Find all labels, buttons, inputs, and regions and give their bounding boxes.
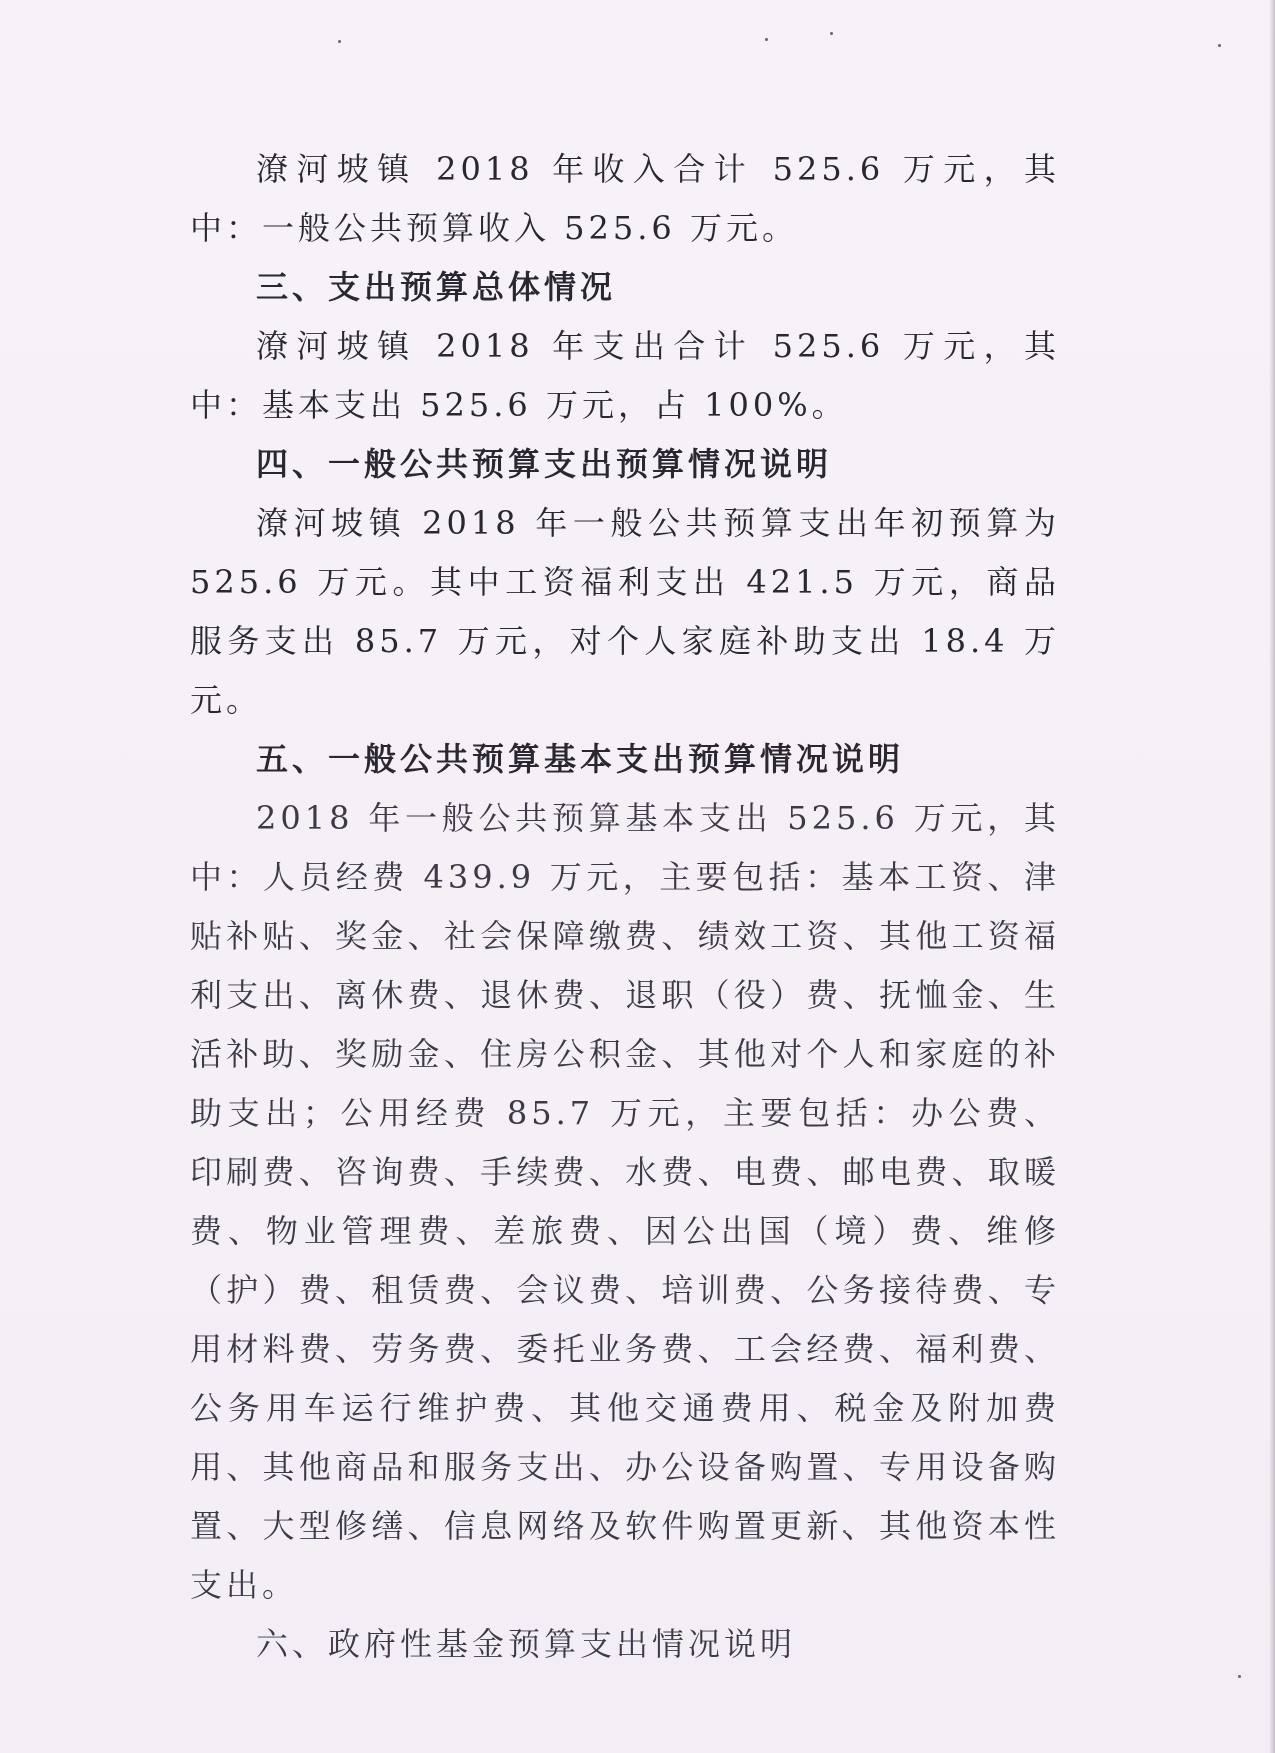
general-budget-paragraph: 潦河坡镇 2018 年一般公共预算支出年初预算为 525.6 万元。其中工资福利支出 421.5 万元，商品服务支出 85.7 万元，对个人家庭补助支出 18.4 万元。 [190, 504, 1060, 719]
basic-expenditure-paragraph: 2018 年一般公共预算基本支出 525.6 万元，其中：人员经费 439.9 万元，主要包括：基本工资、津贴补贴、奖金、社会保障缴费、绩效工资、其他工资福利支出、离休费、退休费、退职（役）费、抚恤金、生活补助、奖励金、住房公积金、其他对个人和家庭的补助支出；公用经费 85.7 万元，主要包括：办公费、印刷费、咨询费、手续费、水费、电费、邮电费、取暖费、物业管理费、差旅费、因公出国（境）费、维修（护）费、租赁费、会议费、培训费、公务接待费、专用材料费、劳务费、委托业务费、工会经费、福利费、公务用车运行维护费、其他交通费用、税金及附加费用、其他商品和服务支出、办公设备购置、专用设备购置、大型修缮、信息网络及软件购置更新、其他资本性支出。 [190, 799, 1060, 1604]
income-summary-paragraph: 潦河坡镇 2018 年收入合计 525.6 万元，其中：一般公共预算收入 525.6 万元。 [190, 150, 1060, 247]
scan-speck [830, 32, 833, 35]
expenditure-summary-paragraph: 潦河坡镇 2018 年支出合计 525.6 万元，其中：基本支出 525.6 万元，占 100%。 [190, 327, 1060, 424]
section-heading-government-fund: 六、政府性基金预算支出情况说明 [256, 1625, 797, 1663]
section-heading-basic-expenditure: 五、一般公共预算基本支出预算情况说明 [256, 740, 905, 778]
document-body [190, 140, 1060, 1674]
page-edge-shadow [1269, 0, 1275, 1753]
section-heading-general-budget: 四、一般公共预算支出预算情况说明 [256, 445, 833, 483]
section-heading-expenditure-overview: 三、支出预算总体情况 [256, 268, 617, 306]
scan-speck [1238, 1675, 1241, 1678]
scan-speck [765, 38, 768, 41]
scan-speck [338, 40, 341, 43]
scan-speck [1218, 44, 1221, 47]
